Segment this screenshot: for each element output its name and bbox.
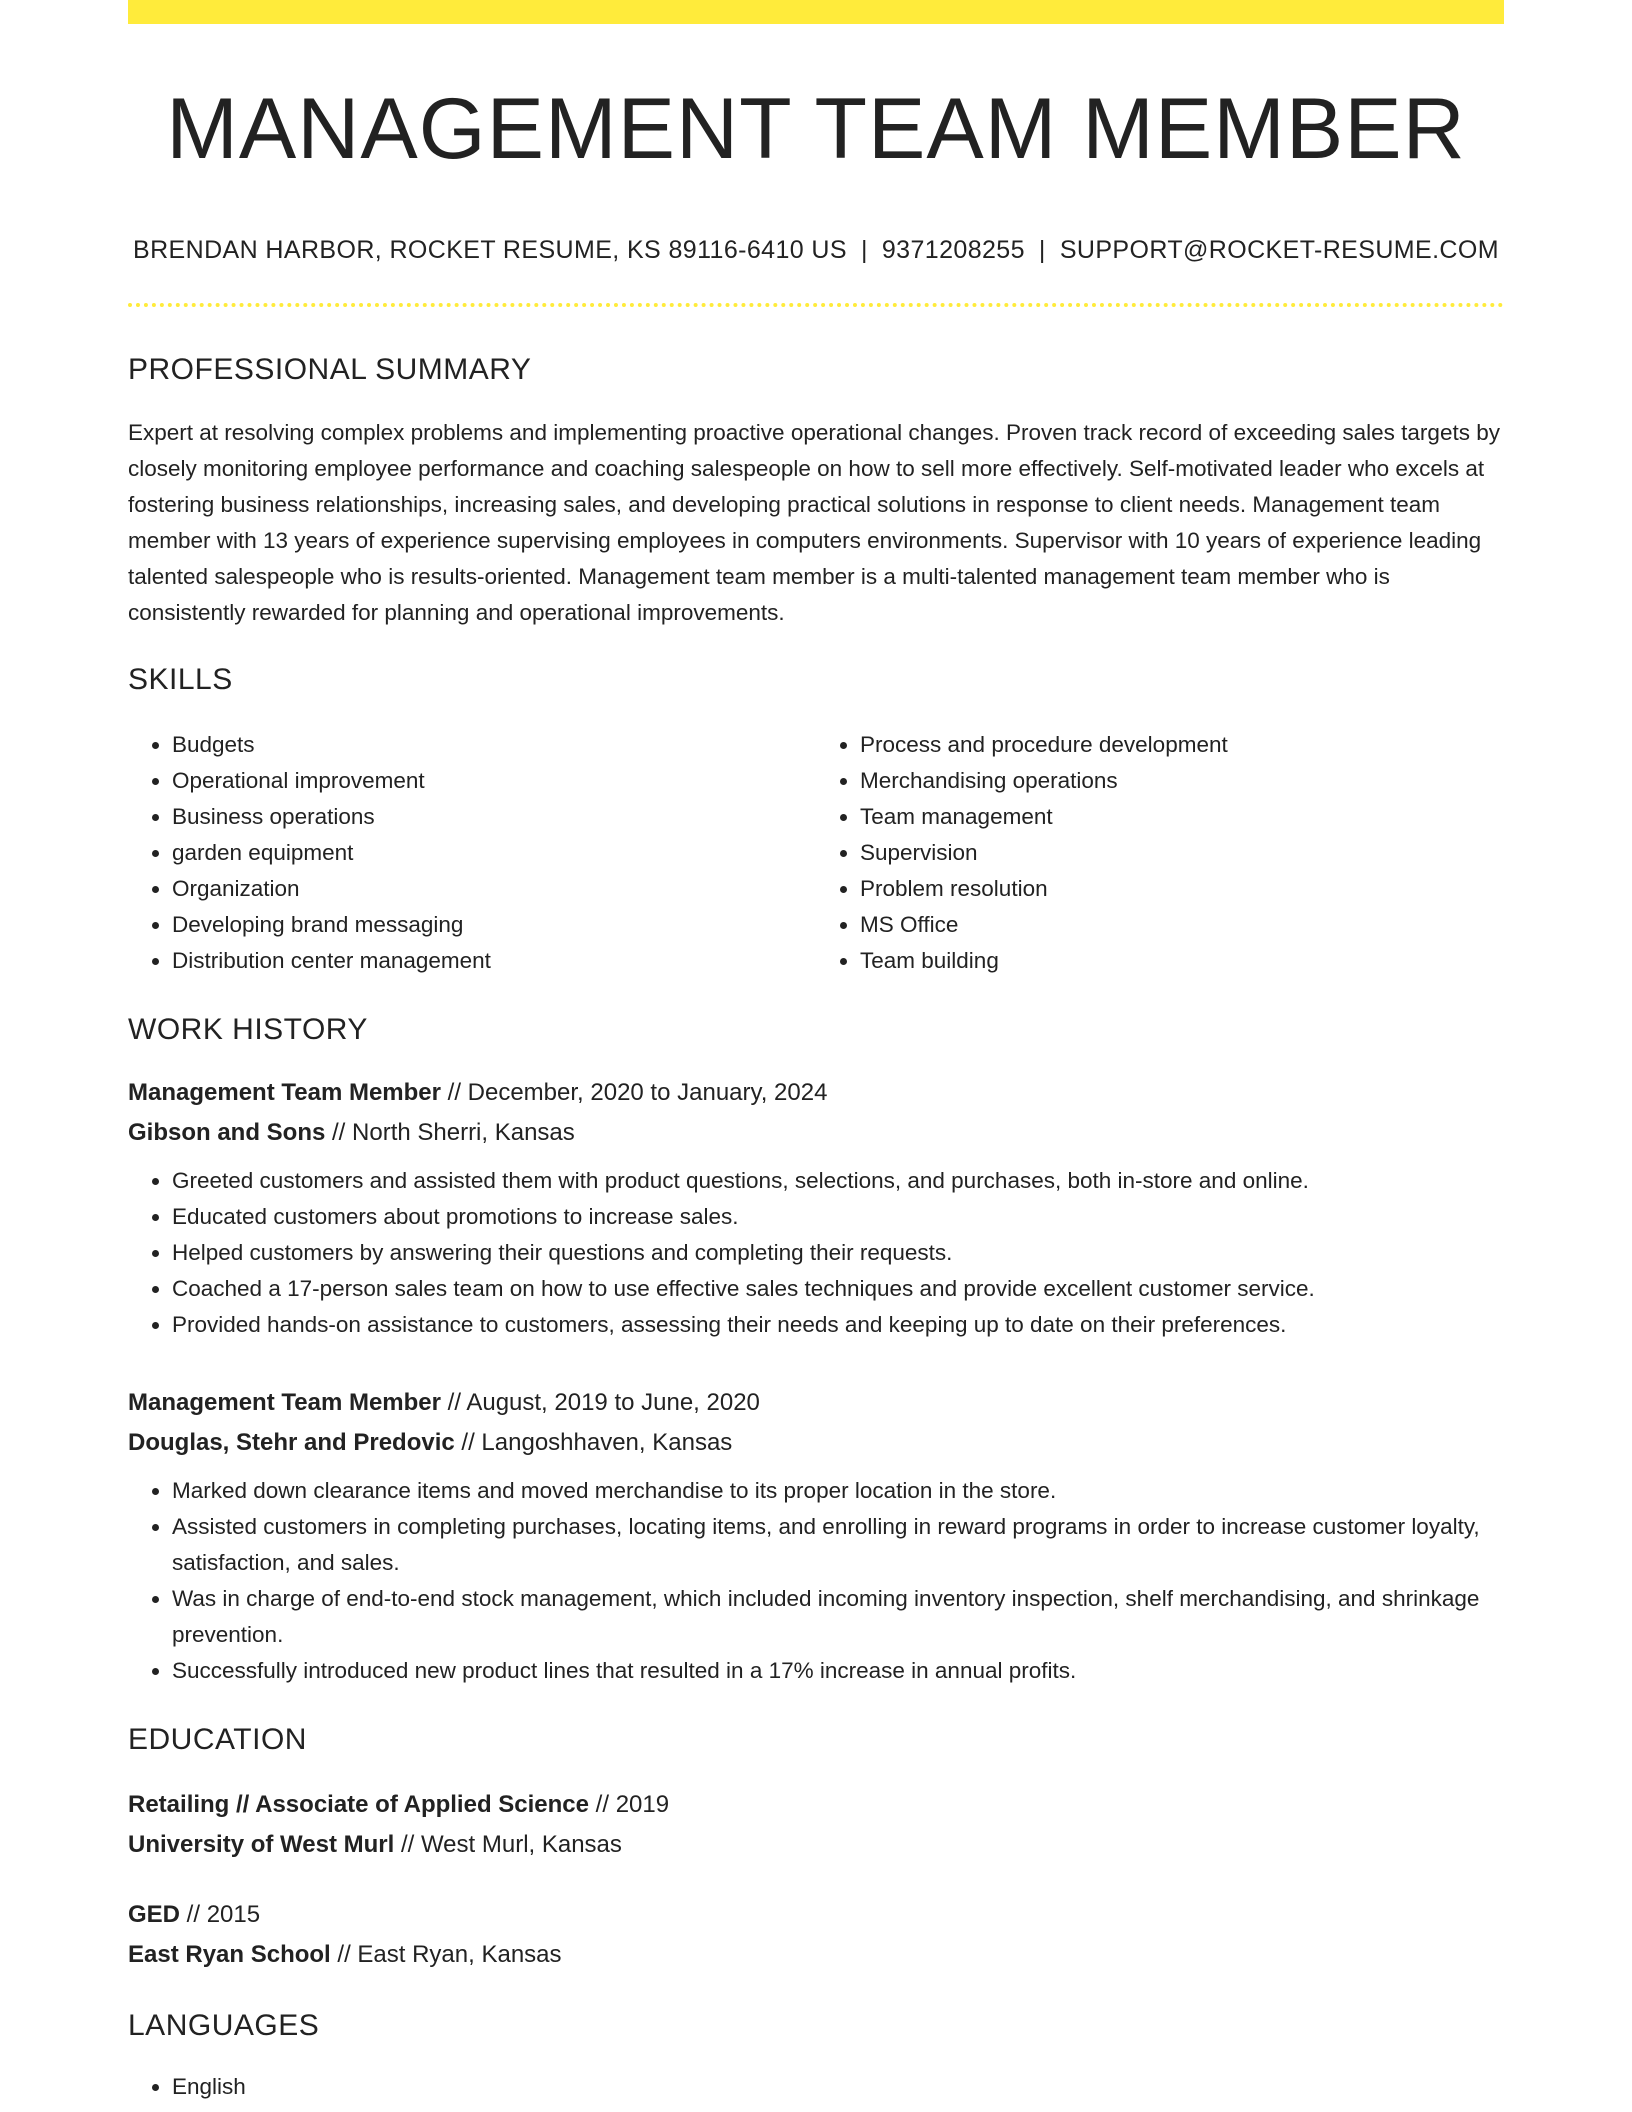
skill-item: • Supervision [860,835,1504,871]
skill-item: • MS Office [860,907,1504,943]
languages-heading: LANGUAGES [128,2009,320,2042]
job-company-line [128,1423,1504,1463]
language-item: • English [172,2069,1504,2105]
job-title: Management Team Member [128,1079,441,1106]
job-dates: // August, 2019 to June, 2020 [440,1389,760,1416]
header-divider [128,303,1504,307]
job-bullet: • Was in charge of end-to-end stock management, which included incoming inventory inspection, shelf merchandising, and shrinkage prevention. [172,1581,1504,1653]
skill-item: • Operational improvement [172,763,816,799]
languages-list [128,2069,1504,2105]
job-entry [128,1383,1504,1689]
skill-item: • Business operations [172,799,816,835]
summary-heading: PROFESSIONAL SUMMARY [128,353,532,386]
job-bullet: • Marked down clearance items and moved merchandise to its proper location in the store. [172,1473,1504,1509]
skill-item: • Team building [860,943,1504,979]
job-bullet: • Provided hands-on assistance to customers, assessing their needs and keeping up to date on their preferences. [172,1307,1504,1343]
skill-item: • Problem resolution [860,871,1504,907]
education-year: // 2019 [589,1791,670,1818]
skills-left-column [128,727,816,979]
job-company: Gibson and Sons [128,1119,326,1146]
education-degree-line [128,1785,1504,1825]
job-location: // Langoshhaven, Kansas [454,1429,733,1456]
job-bullets [128,1473,1504,1689]
education-school-line [128,1825,1504,1865]
contact-phone: 9371208255 [881,236,1025,264]
education-location: // West Murl, Kansas [394,1831,622,1858]
summary-text: Expert at resolving complex problems and implementing proactive operational changes. Proven track record of exceeding sales targets by closely monitoring employee performance and coaching salespeople on how to sell more effectively. Self-motivated leader who excels at fostering business relationships, increasing sales, and developing practical solutions in response to client needs. Management team member with 13 years of experience supervising employees in computers environments. Supervisor with 10 years of experience leading talented salespeople who is results-oriented. Management team member is a multi-talented management team member who is consistently rewarded for planning and operational improvements. [128,420,1500,625]
skills-right-column [816,727,1504,979]
skills-grid [128,727,1504,979]
job-bullet: • Coached a 17-person sales team on how to use effective sales techniques and provide excellent customer service. [172,1271,1504,1307]
job-entry [128,1073,1504,1343]
job-bullet: • Educated customers about promotions to increase sales. [172,1199,1504,1235]
job-bullet: • Successfully introduced new product lines that resulted in a 17% increase in annual profits. [172,1653,1504,1689]
education-school: East Ryan School [128,1941,331,1968]
skill-item: • garden equipment [172,835,816,871]
resume-page [128,0,1504,2105]
job-bullet: • Greeted customers and assisted them with product questions, selections, and purchases, both in-store and online. [172,1163,1504,1199]
education-location: // East Ryan, Kansas [330,1941,562,1968]
job-title: Management Team Member [128,1389,441,1416]
education-heading: EDUCATION [128,1723,307,1756]
skill-item: • Distribution center management [172,943,816,979]
skill-item: • Team management [860,799,1504,835]
accent-top-bar [128,0,1504,24]
skill-item: • Developing brand messaging [172,907,816,943]
education-year: // 2015 [180,1901,261,1928]
contact-separator: | [860,236,868,264]
education-school-line [128,1935,1504,1975]
job-company: Douglas, Stehr and Predovic [128,1429,455,1456]
job-bullet: • Helped customers by answering their questions and completing their requests. [172,1235,1504,1271]
contact-line [128,238,1504,263]
education-school: University of West Murl [128,1831,395,1858]
contact-address: BRENDAN HARBOR, ROCKET RESUME, KS 89116-6410 US [133,236,847,264]
job-title-line [128,1073,1504,1113]
skills-heading: SKILLS [128,663,233,696]
job-bullets [128,1163,1504,1343]
education-degree: Retailing // Associate of Applied Science [128,1791,590,1818]
education-degree: GED [128,1901,181,1928]
skill-item: • Organization [172,871,816,907]
job-title-line [128,1383,1504,1423]
contact-separator: | [1038,236,1046,264]
contact-email: SUPPORT@ROCKET-RESUME.COM [1059,236,1499,264]
education-degree-line [128,1895,1504,1935]
work-history-heading: WORK HISTORY [128,1013,368,1046]
skill-item: • Merchandising operations [860,763,1504,799]
education-entry [128,1895,1504,1975]
job-dates: // December, 2020 to January, 2024 [440,1079,828,1106]
job-bullet: • Assisted customers in completing purchases, locating items, and enrolling in reward programs in order to increase customer loyalty, satisfaction, and sales. [172,1509,1504,1581]
skill-item: • Budgets [172,727,816,763]
job-company-line [128,1113,1504,1153]
resume-title: MANAGEMENT TEAM MEMBER [166,81,1466,177]
skill-item: • Process and procedure development [860,727,1504,763]
education-entry [128,1785,1504,1865]
job-location: // North Sherri, Kansas [325,1119,575,1146]
